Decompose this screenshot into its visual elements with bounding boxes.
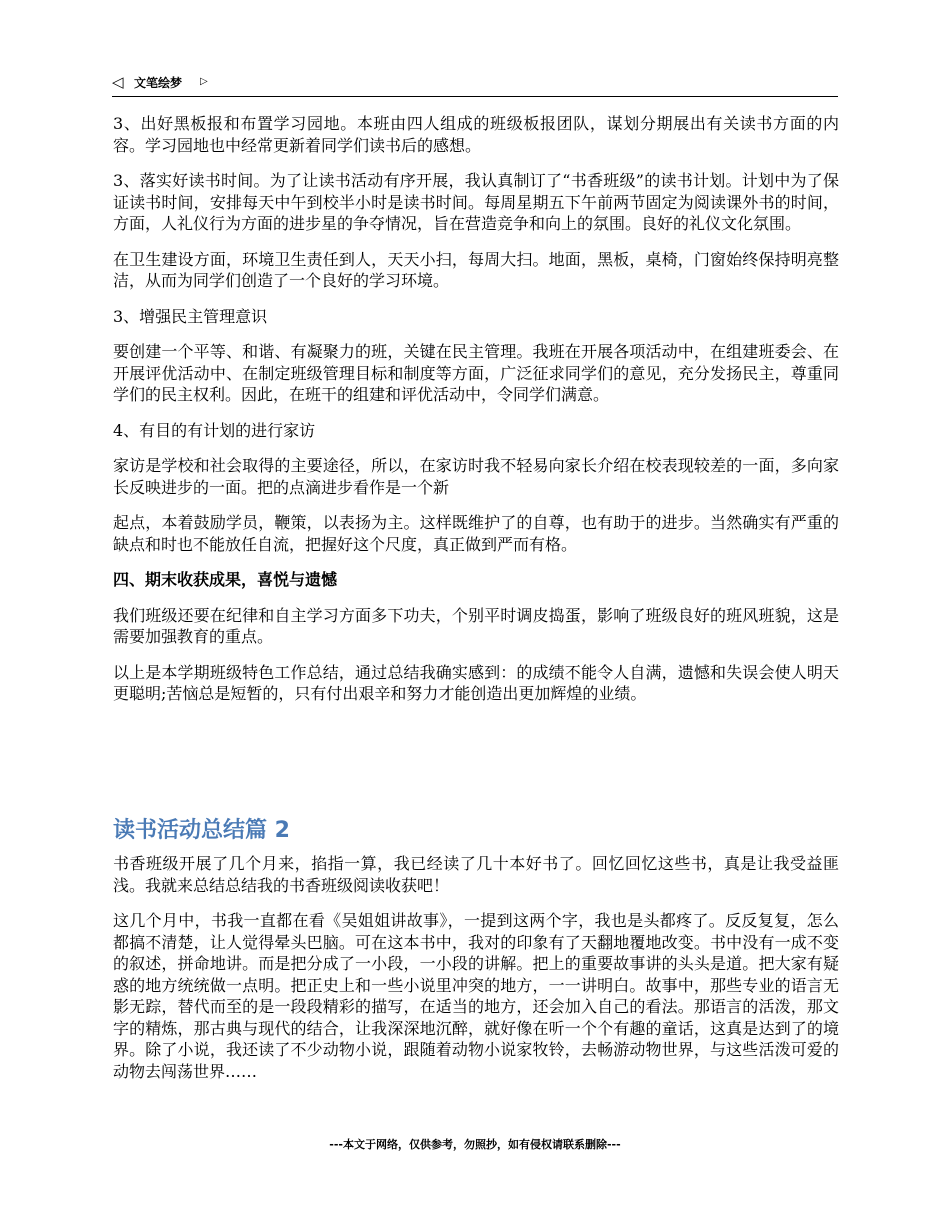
paragraph: 家访是学校和社会取得的主要途径，所以，在家访时我不轻易向家长介绍在校表现较差的一面，多向家长反映进步的一面。把的点滴进步看作是一个新 (113, 456, 839, 497)
paragraph: 在卫生建设方面，环境卫生责任到人，天天小扫，每周大扫。地面，黑板，桌椅，门窗始终保持明亮整洁，从而为同学们创造了一个良好的学习环境。 (113, 249, 839, 290)
paragraph-heading: 4、有目的有计划的进行家访 (113, 420, 316, 440)
left-triangle-icon: ◁ (112, 73, 124, 91)
paragraph: 要创建一个平等、和谐、有凝聚力的班，关键在民主管理。我班在开展各项活动中，在组建班委会、在开展评优活动中、在制定班级管理目标和制度等方面，广泛征求同学们的意见，充分发扬民主，尊重同学们的民主权利。因此，在班干的组建和评优活动中，令同学们满意。 (113, 342, 839, 404)
section-title: 读书活动总结篇 2 (113, 818, 290, 843)
section2-body (113, 853, 839, 1096)
paragraph: 起点，本着鼓励学员，鞭策，以表扬为主。这样既维护了的自尊，也有助于的进步。当然确实有严重的缺点和时也不能放任自流，把握好这个尺度，真正做到严而有格。 (113, 513, 839, 554)
paragraph: 这几个月中，书我一直都在看《吴姐姐讲故事》，一提到这两个字，我也是头都疼了。反反复复，怎么都搞不清楚，让人觉得晕头巴脑。可在这本书中，我对的印象有了天翻地覆地改变。书中没有一成不变的叙述，拼命地讲。而是把分成了一小段，一小段的讲解。把上的重要故事讲的头头是道。把大家有疑惑的地方统统做一点明。把正史上和一些小说里冲突的地方，一一讲明白。故事中，那些专业的语言无影无踪，替代而至的是一段段精彩的描写，在适当的地方，还会加入自己的看法。那语言的活泼，那文字的精炼，那古典与现代的结合，让我深深地沉醉，就好像在听一个个有趣的童话，这真是达到了的境界。除了小说，我还读了不少动物小说，跟随着动物小说家牧铃，去畅游动物世界，与这些活泼可爱的动物去闯荡世界…… (113, 911, 839, 1081)
document-body (113, 113, 839, 719)
paragraph: 我们班级还要在纪律和自主学习方面多下功夫，个别平时调皮捣蛋，影响了班级良好的班风班貌，这是需要加强教育的重点。 (113, 605, 839, 646)
page-footer: ---本文于网络，仅供参考，勿照抄，如有侵权请联系删除--- (329, 1138, 621, 1151)
paragraph-heading: 3、增强民主管理意识 (113, 306, 268, 326)
paragraph: 3、落实好读书时间。为了让读书活动有序开展，我认真制订了“书香班级”的读书计划。计划中为了保证读书时间，安排每天中午到校半小时是读书时间。每周星期五下午前两节固定为阅读课外书的时间，方面，人礼仪行为方面的进步星的争夺情况，旨在营造竞争和向上的氛围。良好的礼仪文化氛围。 (113, 171, 839, 233)
brand-name: 文笔绘梦 (134, 76, 183, 90)
paragraph: 书香班级开展了几个月来，掐指一算，我已经读了几十本好书了。回忆回忆这些书，真是让我受益匪浅。我就来总结总结我的书香班级阅读收获吧！ (113, 854, 839, 895)
page-header (112, 72, 838, 97)
section-heading: 四、期末收获成果，喜悦与遗憾 (113, 570, 338, 589)
paragraph: 3、出好黑板报和布置学习园地。本班由四人组成的班级板报团队，谋划分期展出有关读书方面的内容。学习园地也中经常更新着同学们读书后的感想。 (113, 114, 839, 155)
paragraph: 以上是本学期班级特色工作总结，通过总结我确实感到：的成绩不能令人自满，遗憾和失误会使人明天更聪明;苦恼总是短暂的，只有付出艰辛和努力才能创造出更加辉煌的业绩。 (113, 662, 839, 703)
right-triangle-icon: ▷ (200, 76, 208, 87)
